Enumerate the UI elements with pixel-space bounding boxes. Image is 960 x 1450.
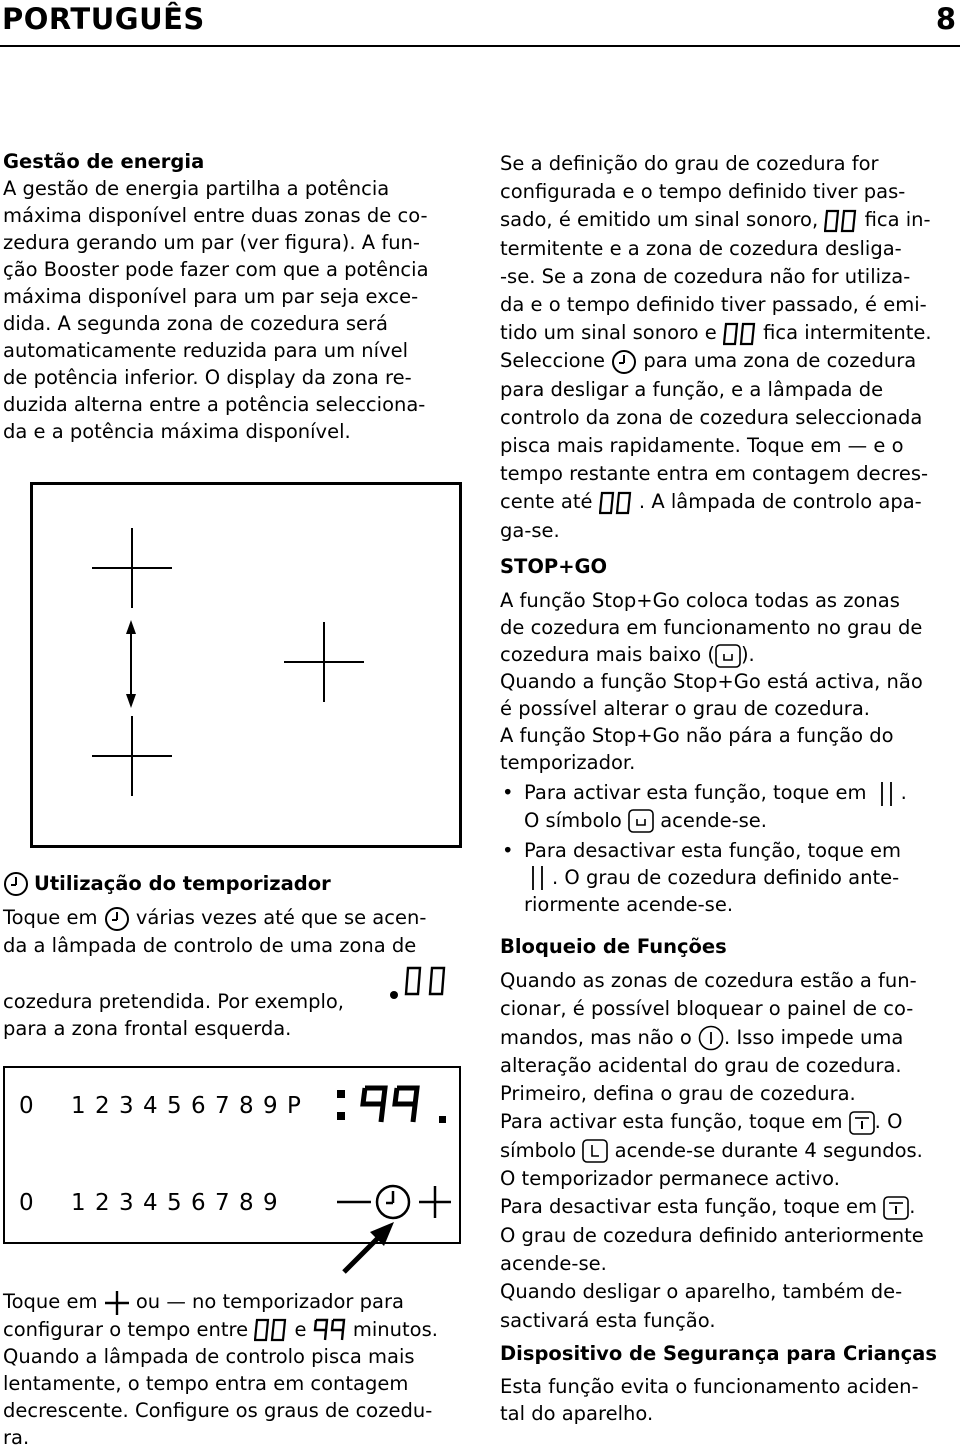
power-level-digit: 7 <box>215 1190 230 1216</box>
text-span: . Isso impede uma <box>724 1025 904 1049</box>
power-level-digit: 1 <box>71 1093 86 1119</box>
zone-pair-arrow <box>126 620 136 708</box>
text-span: . O <box>874 1110 903 1134</box>
energy-management-heading: Gestão de energia <box>3 150 205 173</box>
text-span: O símbolo <box>524 808 622 832</box>
text-line: Quando a lâmpada de controlo pisca mais <box>3 1344 415 1368</box>
text-line: cionar, é possível bloquear o painel de co- <box>500 997 914 1021</box>
energy-management-section <box>3 148 465 445</box>
text-span: Toque em <box>3 1290 98 1313</box>
text-line: tal do aparelho. <box>500 1402 654 1425</box>
text-line: automaticamente reduzida para um nível <box>3 339 409 362</box>
text-line <box>500 347 960 375</box>
text-line: termitente e a zona de cozedura desliga- <box>500 236 902 260</box>
power-level-digit: 2 <box>95 1190 110 1216</box>
text-line: máxima disponível para um par seja exce- <box>3 285 419 308</box>
text-span: Toque em <box>3 906 98 929</box>
power-level-digit: 6 <box>191 1190 206 1216</box>
text-span: . <box>909 1195 916 1219</box>
timer-heading: Utilização do temporizador <box>34 872 331 895</box>
low-heat-icon <box>715 644 741 668</box>
text-span: Seleccione <box>500 349 605 373</box>
text-line: A gestão de energia partilha a potência <box>3 177 390 200</box>
power-level-digit: 5 <box>167 1190 182 1216</box>
text-line: de potência inferior. O display da zona re- <box>3 366 412 389</box>
lock-heading: Bloqueio de Funções <box>500 935 727 958</box>
text-span: e <box>294 1317 307 1341</box>
timer-end-paragraph <box>500 150 960 545</box>
text-span: acende-se durante 4 segundos. <box>614 1138 923 1162</box>
text-line <box>500 206 960 234</box>
text-span: várias vezes até que se acen- <box>135 906 427 929</box>
text-line <box>500 319 960 347</box>
text-line: para desligar a função, e a lâmpada de <box>500 377 884 401</box>
power-level-digit: 4 <box>143 1093 158 1119</box>
text-line: sactivará esta função. <box>500 1308 716 1332</box>
text-line: lentamente, o tempo entra em contagem <box>3 1371 409 1395</box>
text-span: ou — no temporizador para <box>135 1290 404 1313</box>
text-line: ra. <box>3 1425 30 1449</box>
list-item <box>500 779 960 834</box>
power-level-digit: 8 <box>239 1190 254 1216</box>
power-level-digit: 5 <box>167 1093 182 1119</box>
text-line <box>500 488 960 516</box>
list-item <box>500 837 960 919</box>
text-span: minutos. <box>352 1317 438 1341</box>
text-span: sado, é emitido um sinal sonoro, <box>500 208 819 232</box>
text-span: . O grau de cozedura definido ante- <box>552 865 900 889</box>
text-line <box>500 641 960 668</box>
power-level-digit: 8 <box>239 1093 254 1119</box>
text-line: riormente acende-se. <box>524 893 734 916</box>
power-level-digit: 1 <box>71 1190 86 1216</box>
lock-section <box>500 967 960 1335</box>
text-line: A função Stop+Go não pára a função do <box>500 724 894 747</box>
text-line: Esta função evita o funcionamento aciden- <box>500 1375 919 1398</box>
text-line: é possível alterar o grau de cozedura. <box>500 697 870 720</box>
stopgo-section <box>500 587 960 918</box>
text-line: Se a definição do grau de cozedura for <box>500 152 879 175</box>
power-level-row-1 <box>19 1093 311 1119</box>
text-line: da a lâmpada de controlo de uma zona de <box>3 933 417 957</box>
timer-paragraph-1 <box>3 904 465 959</box>
text-span: cente até <box>500 490 593 514</box>
power-on-off-icon <box>698 1025 724 1051</box>
cooking-zone-front-left <box>92 716 172 796</box>
text-line <box>524 779 960 807</box>
text-line: Quando desligar o aparelho, também de- <box>500 1280 903 1304</box>
power-level-digit: 3 <box>119 1093 134 1119</box>
text-line: -se. Se a zona de cozedura não for utiliza- <box>500 264 911 288</box>
timer-icon <box>611 349 637 375</box>
low-heat-icon <box>628 809 654 833</box>
text-line: da e a potência máxima disponível. <box>3 420 351 443</box>
power-level-digit: 0 <box>19 1190 34 1216</box>
text-span: Para activar esta função, toque em <box>524 781 867 804</box>
cooking-zone-right <box>284 622 364 702</box>
text-line: ga-se. <box>500 518 560 542</box>
power-level-digit: 2 <box>95 1093 110 1119</box>
text-span: . <box>900 781 907 804</box>
text-span: tido um sinal sonoro e <box>500 321 717 345</box>
text-line: da e o tempo definido tiver passado, é emi- <box>500 293 927 317</box>
text-line: A função Stop+Go coloca todas as zonas <box>500 589 900 612</box>
display-99-icon <box>313 1318 347 1342</box>
text-span: Para desactivar esta função, toque em <box>500 1195 878 1219</box>
text-line <box>500 1137 960 1165</box>
power-level-digit: 0 <box>19 1093 34 1119</box>
lock-symbol-l-icon <box>582 1139 608 1163</box>
text-line: zedura gerando um par (ver figura). A fun- <box>3 231 420 254</box>
display-00-icon <box>254 1318 288 1342</box>
pointer-arrow-icon <box>340 1214 400 1276</box>
text-line: duzida alterna entre a potência selecciona- <box>3 393 426 416</box>
power-pairing-figure <box>30 482 462 848</box>
text-span: . A lâmpada de controlo apa- <box>638 490 922 514</box>
text-span: cozedura mais baixo ( <box>500 643 715 666</box>
text-line: controlo da zona de cozedura seleccionada <box>500 405 923 429</box>
text-span: ). <box>740 643 755 666</box>
text-line <box>500 1193 960 1221</box>
page-number: 8 <box>935 2 956 36</box>
power-level-digit: P <box>287 1093 301 1119</box>
power-level-digit: 7 <box>215 1093 230 1119</box>
text-line <box>500 1108 960 1136</box>
display-00-icon <box>723 322 757 346</box>
text-span: acende-se. <box>660 808 767 832</box>
text-line: Quando as zonas de cozedura estão a fun- <box>500 969 917 992</box>
power-level-digit: 9 <box>263 1190 278 1216</box>
text-span: mandos, mas não o <box>500 1025 692 1049</box>
timer-paragraph-2 <box>3 1288 465 1450</box>
text-line: pisca mais rapidamente. Toque em — e o <box>500 434 904 458</box>
text-line: O temporizador permanece activo. <box>500 1167 840 1191</box>
text-line <box>524 864 960 892</box>
display-colon-99-icon <box>333 1082 455 1130</box>
text-line: tempo restante entra em contagem decres- <box>500 462 929 486</box>
child-safety-section <box>500 1373 960 1427</box>
text-line <box>500 1024 960 1052</box>
timer-plus-icon <box>419 1186 451 1218</box>
text-line: cozedura pretendida. Por exemplo, <box>3 990 344 1013</box>
lock-key-icon <box>883 1196 909 1220</box>
power-level-row-2 <box>19 1190 287 1216</box>
text-line: acende-se. <box>500 1251 607 1275</box>
pause-icon <box>524 865 552 891</box>
page-header <box>0 0 960 44</box>
text-line <box>3 904 465 932</box>
text-span: fica intermitente. <box>763 321 932 345</box>
timer-paragraph-1-cont <box>3 988 465 1042</box>
text-line: ção Booster pode fazer com que a potência <box>3 258 429 281</box>
display-00-icon <box>599 491 633 515</box>
plus-icon <box>104 1290 130 1316</box>
text-span: configurar o tempo entre <box>3 1317 249 1341</box>
power-level-digit: 6 <box>191 1093 206 1119</box>
hob-outline <box>32 484 461 847</box>
text-span: Para activar esta função, toque em <box>500 1110 843 1134</box>
text-line: Primeiro, defina o grau de cozedura. <box>500 1082 856 1106</box>
text-span: símbolo <box>500 1138 577 1162</box>
text-span: para uma zona de cozedura <box>643 349 917 373</box>
text-span: fica in- <box>864 208 931 232</box>
display-00-icon <box>824 209 858 233</box>
power-level-digit: 3 <box>119 1190 134 1216</box>
text-line: de cozedura em funcionamento no grau de <box>500 616 923 639</box>
timer-icon <box>104 906 130 932</box>
lock-key-icon <box>849 1111 875 1135</box>
pause-icon <box>873 781 901 807</box>
page-language-title: PORTUGUÊS <box>2 2 205 36</box>
power-level-digit: 4 <box>143 1190 158 1216</box>
text-line: dida. A segunda zona de cozedura será <box>3 312 388 335</box>
timer-icon <box>3 871 29 897</box>
text-line: máxima disponível entre duas zonas de co- <box>3 204 428 227</box>
text-line: decrescente. Configure os graus de cozedu- <box>3 1398 433 1422</box>
text-line <box>3 1316 465 1343</box>
stopgo-heading: STOP+GO <box>500 555 608 578</box>
text-line: para a zona frontal esquerda. <box>3 1017 292 1040</box>
text-line <box>3 1288 465 1316</box>
text-line: Quando a função Stop+Go está activa, não <box>500 670 923 693</box>
text-line: configurada e o tempo definido tiver pas- <box>500 180 906 204</box>
cooking-zone-rear-left <box>92 528 172 608</box>
text-line: O grau de cozedura definido anteriormente <box>500 1223 924 1247</box>
child-safety-heading: Dispositivo de Segurança para Crianças <box>500 1342 937 1365</box>
text-line: • Para desactivar esta função, toque em <box>524 838 902 862</box>
text-line <box>524 807 960 834</box>
text-line: temporizador. <box>500 751 636 774</box>
text-line: alteração acidental do grau de cozedura. <box>500 1053 902 1077</box>
header-divider <box>0 45 960 47</box>
power-level-digit: 9 <box>263 1093 278 1119</box>
